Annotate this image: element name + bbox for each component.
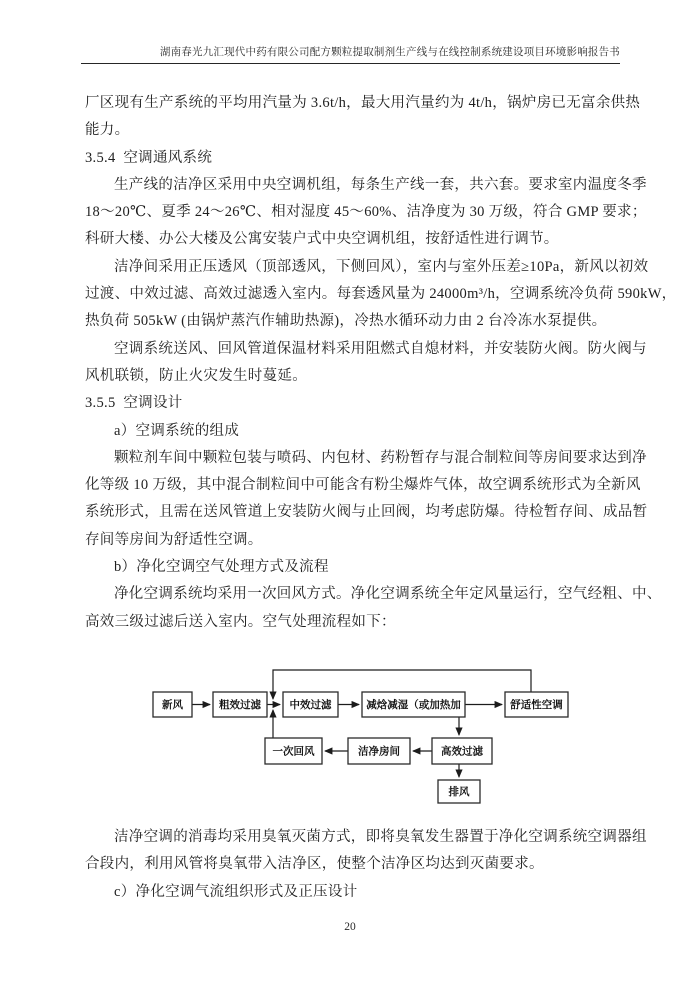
- flow-box-label: 排风: [448, 785, 470, 798]
- paragraph: [85, 418, 615, 445]
- paragraph: [85, 254, 677, 336]
- paragraph-line: 18～20℃、夏季 24～26℃、相对湿度 45～60%、洁净度为 30 万级，符合 GMP 要求；: [85, 204, 647, 221]
- paragraph-line: 系统形式，且需在送风管道上安装防火阀与止回阀，均考虑防爆。待检暂存间、成品暂: [85, 504, 648, 521]
- flow-box-label: 舒适性空调: [510, 698, 563, 711]
- flow-box-label: 粗效过滤: [219, 698, 261, 711]
- paragraph: [85, 336, 647, 391]
- paragraph-line: 净化空调系统均采用一次回风方式。净化空调系统全年定风量运行，空气经粗、中、: [114, 586, 662, 603]
- document-body: [85, 90, 677, 636]
- flow-box-label: 减焓减湿（或加热加: [366, 698, 461, 711]
- paragraph-line: 化等级 10 万级，其中混合制粒间中可能含有粉尘爆炸气体，故空调系统形式为全新风: [85, 477, 641, 494]
- flow-box-label: 高效过滤: [441, 745, 483, 758]
- paragraph: [85, 445, 648, 554]
- flow-box-hepa-filter: [432, 738, 492, 764]
- paragraph-line: 高效三级过滤后送入室内。空气处理流程如下：: [85, 613, 396, 630]
- flow-box-label: 中效过滤: [289, 698, 332, 711]
- paragraph-line: 科研大楼、办公大楼及公寓安装户式中央空调机组，按舒适性进行调节。: [85, 231, 559, 248]
- flow-box-coarse-filter: [213, 692, 267, 717]
- paragraph-line: 能力。: [85, 122, 130, 139]
- section-heading-text: 3.5.5 空调设计: [85, 395, 183, 412]
- page-number: 20: [344, 921, 356, 933]
- flow-box-fresh-air: [153, 692, 192, 717]
- paragraph-line: 合段内，利用风管将臭氧带入洁净区，使整个洁净区均达到灭菌要求。: [85, 856, 544, 873]
- paragraph-line: 空调系统送风、回风管道保温材料采用阻燃式自熄材料，并安装防火阀。防火阀与: [114, 340, 647, 357]
- paragraph-line: 风机联锁，防止火灾发生时蔓延。: [85, 367, 307, 384]
- section-heading: [85, 145, 615, 172]
- paragraph-line: c）净化空调气流组织形式及正压设计: [114, 883, 358, 900]
- air-handling-flowchart: [85, 660, 615, 810]
- paragraph: [85, 879, 615, 906]
- paragraph-line: 过渡、中效过滤、高效过滤透入室内。每套透风量为 24000m³/h，空调系统冷负荷 590kW，: [85, 286, 677, 303]
- flow-box-exhaust: [438, 780, 480, 803]
- paragraph-line: 生产线的洁净区采用中央空调机组，每条生产线一套，共六套。要求室内温度冬季: [114, 176, 647, 193]
- paragraph: [85, 824, 647, 879]
- section-heading: [85, 390, 615, 417]
- header-title: 湖南春光九汇现代中药有限公司配方颗粒提取制剂生产线与在线控制系统建设项目环境影响报告书: [159, 47, 620, 58]
- paragraph-line: a）空调系统的组成: [114, 422, 240, 439]
- paragraph: [85, 90, 641, 145]
- flow-box-clean-room: [348, 738, 410, 764]
- flow-box-label: 一次回风: [272, 745, 315, 758]
- paragraph-line: 洁净间采用正压透风（顶部透风，下侧回风），室内与室外压差≥10Pa，新风以初效: [114, 258, 649, 275]
- flow-box-primary-return: [265, 738, 322, 764]
- paragraph: [85, 172, 647, 254]
- flow-box-comfort-ac: [505, 692, 568, 717]
- paragraph: [85, 581, 662, 636]
- flow-box-label: 洁净房间: [358, 745, 400, 758]
- paragraph-line: 存间等房间为舒适性空调。: [85, 531, 263, 548]
- paragraph-line: b）净化空调空气处理方式及流程: [114, 559, 329, 576]
- document-header: [81, 44, 620, 64]
- page-footer: [0, 921, 700, 933]
- paragraph-line: 洁净空调的消毒均采用臭氧灭菌方式，即将臭氧发生器置于净化空调系统空调器组: [114, 828, 647, 845]
- section-heading-text: 3.5.4 空调通风系统: [85, 149, 213, 166]
- flow-box-medium-filter: [283, 692, 338, 717]
- paragraph-line: 热负荷 505kW (由锅炉蒸汽作辅助热源)，冷热水循环动力由 2 台冷冻水泵提供。: [85, 313, 607, 330]
- flow-box-label: 新风: [162, 698, 183, 711]
- flow-box-cooling-dehumidify: [362, 692, 465, 717]
- document-body-after-diagram: [85, 824, 647, 906]
- paragraph-line: 颗粒剂车间中颗粒包装与喷码、内包材、药粉暂存与混合制粒间等房间要求达到净: [114, 449, 647, 466]
- paragraph: [85, 554, 615, 581]
- paragraph-line: 厂区现有生产系统的平均用汽量为 3.6t/h，最大用汽量约为 4t/h，锅炉房已无富余供热: [85, 95, 641, 111]
